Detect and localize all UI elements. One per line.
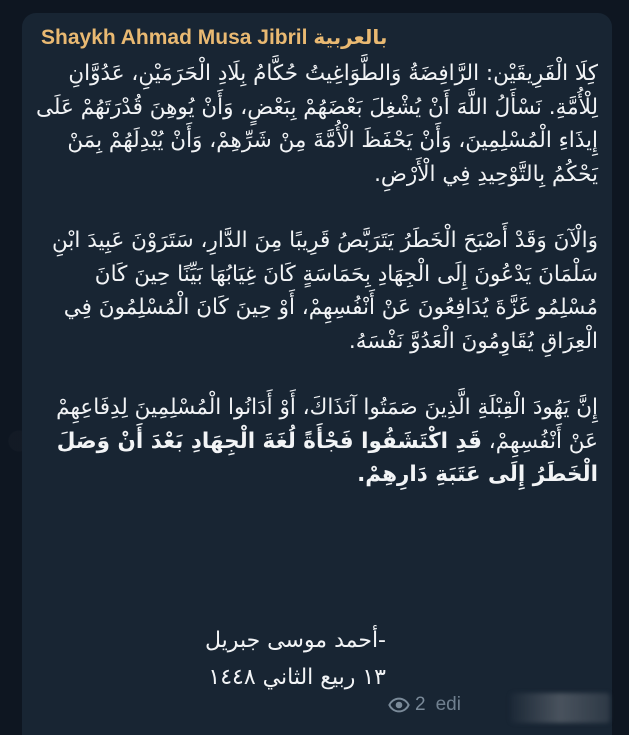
message-paragraph-1: كِلَا الْفَرِيقَيْن: الرَّافِضَةُ وَالطَّوَاغِيتُ حُكَّامُ بِلَادِ الْحَرَمَيْنِ، عَدُوَّانِ لِلْأُمَّةِ. نَسْأَلُ اللَّهَ أَنْ يُشْغِلَ بَعْضَهُمْ بِبَعْضٍ، وَأَنْ يُوهِنَ قُدْرَتَهُمْ عَلَى إِيذَاءِ الْمُسْلِمِينَ، وَأَنْ يَحْفَظَ الْأُمَّةَ مِنْ شَرِّهِمْ، وَأَنْ يُبْدِلَهُمْ بِمَنْ يَحْكُمُ بِالتَّوْحِيدِ فِي الْأَرْضِ. <box>36 61 598 187</box>
message-paragraph-3-plain: إِنَّ يَهُودَ الْقِبْلَةِ الَّذِينَ صَمَتُوا آنَذَاكَ، أَوْ أَدَانُوا الْمُسْلِمِينَ لِدِفَاعِهِمْ عَنْ أَنْفُسِهِمْ، <box>56 395 598 454</box>
paragraph-spacer <box>34 191 598 224</box>
message-paragraph-2: وَالْآنَ وَقَدْ أَصْبَحَ الْخَطَرُ يَتَرَبَّصُ قَرِيبًا مِنَ الدَّارِ، سَتَرَوْنَ عَبِيدَ ابْنِ سَلْمَانَ يَدْعُونَ إِلَى الْجِهَادِ بِحَمَاسَةٍ كَانَ غِيَابُهَا بَيِّنًا حِينَ كَانَ مُسْلِمُو غَزَّةَ يُدَافِعُونَ عَنْ أَنْفُسِهِمْ، أَوْ حِينَ كَانَ الْمُسْلِمُونَ فِي الْعِرَاقِ يُقَاوِمُونَ الْعَدُوَّ نَفْسَهُ. <box>52 228 598 354</box>
signature-date: ١٣ ربيع الثاني ١٤٤٨ <box>208 665 386 690</box>
sender-name-arabic: بالعربية <box>313 25 388 49</box>
message-paragraph-3-bold: قَدِ اكْتَشَفُوا فَجْأَةً لُغَةَ الْجِهَادِ بَعْدَ أَنْ وَصَلَ الْخَطَرُ إِلَى عَتَبَةِ دَارِهِمْ. <box>56 428 598 487</box>
message-bubble[interactable] <box>22 13 612 735</box>
message-paragraph-3 <box>34 391 598 492</box>
timestamp-redacted <box>510 693 610 723</box>
views-count: 2 <box>415 694 426 715</box>
edited-label: edi <box>435 694 461 715</box>
message-meta <box>388 694 461 716</box>
eye-icon <box>388 694 410 716</box>
message-signature <box>205 622 386 696</box>
sender-name-latin: Shaykh Ahmad Musa Jibril <box>41 26 308 49</box>
message-text <box>34 57 598 492</box>
paragraph-spacer <box>34 358 598 391</box>
signature-name: -أحمد موسى جبريل <box>205 628 386 653</box>
sender-name[interactable] <box>41 25 387 50</box>
